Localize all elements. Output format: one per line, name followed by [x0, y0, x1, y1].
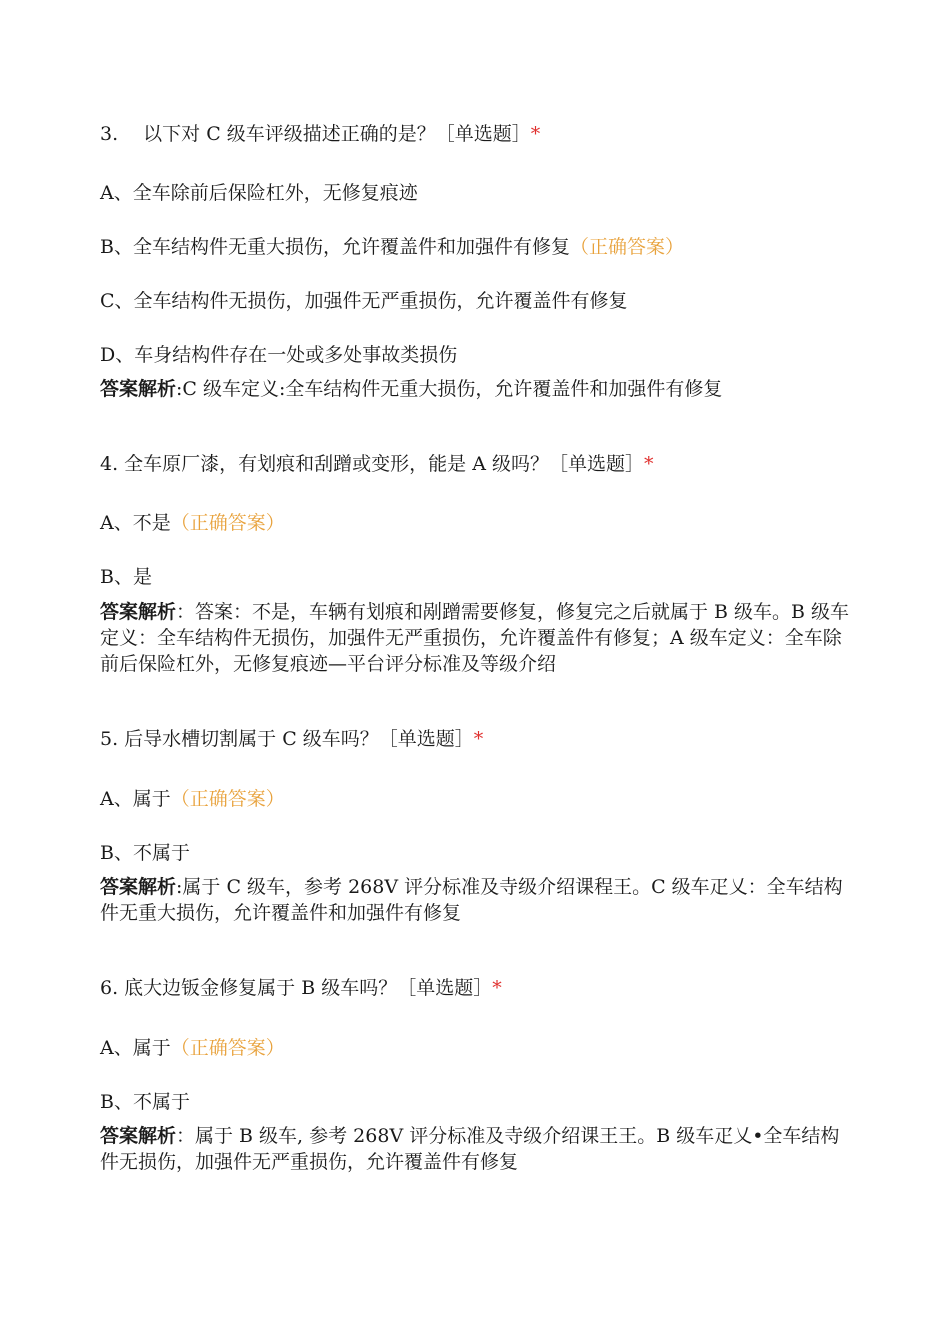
analysis-label: 答案解析 [100, 378, 177, 400]
question-title: 4. 全车原厂漆，有划痕和刮蹭或变形，能是 A 级吗？［单选题］* [100, 453, 654, 475]
analysis-label: 答案解析 [100, 601, 177, 623]
correct-answer-tag: （正确答案） [569, 236, 684, 258]
option-item: B、全车结构件无重大损伤，允许覆盖件和加强件有修复（正确答案） [100, 236, 684, 258]
option-item: A、全车除前后保险杠外，无修复痕迹 [100, 182, 418, 204]
option-item: C、全车结构件无损伤，加强件无严重损伤，允许覆盖件有修复 [100, 290, 628, 312]
question-title: 6. 底大边钣金修复属于 B 级车吗？［单选题］* [100, 977, 502, 999]
question-title: 5. 后导水槽切割属于 C 级车吗？［单选题］* [100, 728, 484, 750]
option-item: A、属于（正确答案） [100, 1037, 285, 1059]
analysis-label: 答案解析 [100, 876, 177, 898]
answer-analysis: 答案解析:C 级车定义:全车结构件无重大损伤，允许覆盖件和加强件有修复 [100, 378, 723, 400]
question-title: 3. 以下对 C 级车评级描述正确的是？［单选题］* [100, 123, 541, 145]
correct-answer-tag: （正确答案） [170, 1037, 285, 1059]
answer-analysis: 答案解析：属于 B 级车, 参考 268V 评分标准及寺级介绍课王王。B 级车疋乂•全车结构件无损伤，加强件无严重损伤，允许覆盖件有修复 [100, 1125, 840, 1173]
option-item: A、属于（正确答案） [100, 788, 285, 810]
option-item: B、不属于 [100, 1091, 190, 1113]
required-mark: * [492, 977, 502, 999]
correct-answer-tag: （正确答案） [170, 788, 285, 810]
option-item: A、不是（正确答案） [100, 512, 285, 534]
required-mark: * [530, 123, 541, 145]
option-item: D、车身结构件存在一处或多处事故类损伤 [100, 344, 458, 366]
required-mark: * [473, 728, 484, 750]
required-mark: * [643, 453, 654, 475]
option-item: B、不属于 [100, 842, 190, 864]
answer-analysis: 答案解析：答案：不是，车辆有划痕和剐蹭需要修复，修复完之后就属于 B 级车。B 级车定义：全车结构件无损伤，加强件无严重损伤，允许覆盖件有修复；A 级车定义：全车除前后保险杠外，无修复痕迹—平台评分标准及等级介绍 [100, 601, 850, 675]
option-item: B、是 [100, 566, 152, 588]
answer-analysis: 答案解析:属于 C 级车，参考 268V 评分标准及寺级介绍课程王。C 级车疋乂：全车结构件无重大损伤，允许覆盖件和加强件有修复 [100, 876, 843, 924]
analysis-label: 答案解析 [100, 1125, 177, 1147]
correct-answer-tag: （正确答案） [170, 512, 285, 534]
